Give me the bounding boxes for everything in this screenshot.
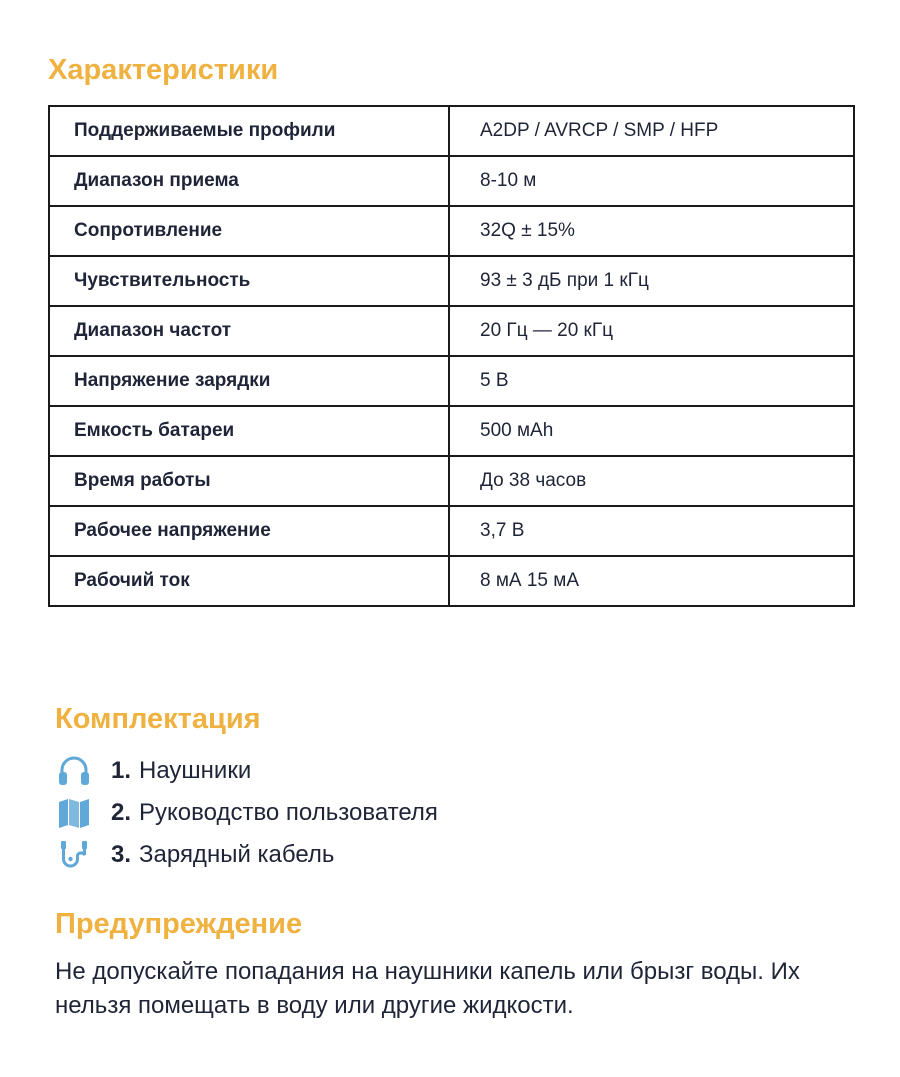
spec-value: 93 ± 3 дБ при 1 кГц [449, 256, 854, 306]
spec-value: 5 В [449, 356, 854, 406]
spec-param: Диапазон приема [49, 156, 449, 206]
spec-param: Диапазон частот [49, 306, 449, 356]
table-row [49, 306, 854, 356]
spec-param: Рабочее напряжение [49, 506, 449, 556]
table-row [49, 206, 854, 256]
spec-param: Емкость батареи [49, 406, 449, 456]
specs-title: Характеристики [48, 54, 279, 86]
spec-value: 3,7 В [449, 506, 854, 556]
table-row [49, 356, 854, 406]
kit-item-cable [57, 834, 438, 876]
spec-param: Напряжение зарядки [49, 356, 449, 406]
spec-param: Рабочий ток [49, 556, 449, 606]
kit-item-label: Руководство пользователя [139, 799, 438, 826]
spec-value: A2DP / AVRCP / SMP / HFP [449, 106, 854, 156]
specs-table [48, 105, 855, 607]
kit-title: Комплектация [55, 703, 261, 735]
spec-value: 8-10 м [449, 156, 854, 206]
kit-item-number: 1. [111, 757, 132, 784]
kit-item-manual [57, 792, 438, 834]
book-icon [57, 796, 95, 830]
table-row [49, 106, 854, 156]
kit-item-label: Наушники [139, 757, 252, 784]
spec-param: Сопротивление [49, 206, 449, 256]
cable-icon [57, 838, 95, 872]
table-row [49, 156, 854, 206]
spec-value: 500 мАh [449, 406, 854, 456]
table-row [49, 406, 854, 456]
spec-value: 20 Гц — 20 кГц [449, 306, 854, 356]
kit-item-label: Зарядный кабель [139, 841, 335, 868]
table-row [49, 506, 854, 556]
kit-item-number: 2. [111, 799, 132, 826]
warning-title: Предупреждение [55, 908, 303, 940]
table-row [49, 556, 854, 606]
spec-param: Время работы [49, 456, 449, 506]
table-row [49, 456, 854, 506]
spec-value: 32Q ± 15% [449, 206, 854, 256]
table-row [49, 256, 854, 306]
spec-value: До 38 часов [449, 456, 854, 506]
warning-text: Не допускайте попадания на наушники капель или брызг воды. Их нельзя помещать в воду или другие жидкости. [55, 958, 800, 1019]
spec-value: 8 мА 15 мА [449, 556, 854, 606]
kit-item-headphones [57, 750, 438, 792]
kit-list [57, 750, 438, 876]
spec-param: Поддерживаемые профили [49, 106, 449, 156]
kit-item-number: 3. [111, 841, 132, 868]
spec-param: Чувствительность [49, 256, 449, 306]
headphones-icon [57, 754, 95, 788]
